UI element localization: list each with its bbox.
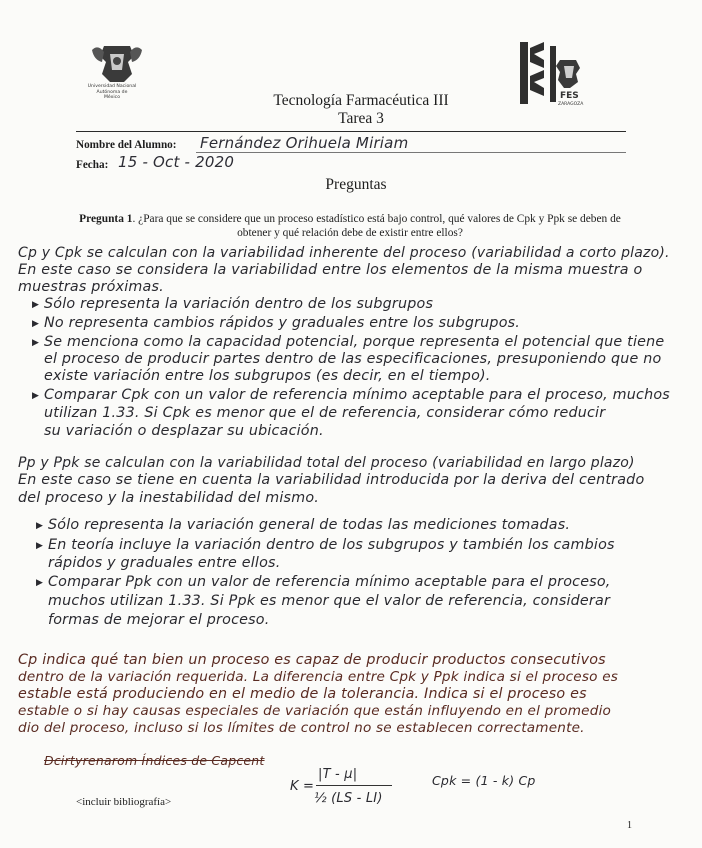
- answer-line: del proceso y la inestabilidad del mismo.: [18, 490, 320, 506]
- conclusion-line: estable o si hay causas especiales de variación que están influyendo en el promedio: [18, 703, 612, 719]
- bullet-line: formas de mejorar el proceso.: [48, 612, 270, 628]
- formula-fraction-bar: [316, 785, 392, 786]
- question-1: [76, 212, 624, 240]
- course-title: Tecnología Farmacéutica III: [273, 92, 449, 109]
- bullet-line: el proceso de producir partes dentro de las especificaciones, presuponiendo que no: [44, 351, 662, 367]
- answer-line: En este caso se tiene en cuenta la variabilidad introducida por la deriva del centrado: [18, 472, 645, 488]
- student-name-label: Nombre del Alumno:: [76, 139, 177, 151]
- struck-out-line: Dcirtyrenarom Índices de Capcent: [44, 753, 265, 768]
- university-line: México: [103, 95, 121, 100]
- answer-line: Pp y Ppk se calculan con la variabilidad total del proceso (variabilidad en largo plazo): [18, 455, 635, 471]
- bullet-marker: ▶: [36, 578, 43, 588]
- bullet-line: utilizan 1.33. Si Cpk es menor que el de referencia, considerar cómo reducir: [44, 405, 606, 421]
- assignment-title: Tarea 3: [338, 110, 384, 127]
- bullet-marker: ▶: [32, 338, 39, 348]
- conclusion-line: Cp indica qué tan bien un proceso es capaz de producir productos consecutivos: [18, 652, 606, 668]
- question-text: . ¿Para que se considere que un proceso estadístico está bajo control, qué valores de Cpk y Ppk se deben de obtener y qué relación debe de existir entre ellos?: [132, 213, 621, 239]
- bullet-marker: ▶: [32, 391, 39, 401]
- formula-numerator: |T - μ|: [318, 767, 358, 782]
- bullet-marker: ▶: [36, 521, 43, 531]
- section-title: Preguntas: [325, 176, 387, 193]
- bullet-line: Sólo representa la variación general de todas las mediciones tomadas.: [48, 517, 571, 533]
- conclusion-line: dentro de la variación requerida. La diferencia entre Cpk y Ppk indica si el proceso es: [18, 669, 619, 685]
- bullet-line: Comparar Ppk con un valor de referencia mínimo aceptable para el proceso,: [48, 574, 611, 590]
- university-line: Autónoma de: [96, 89, 128, 95]
- bullet-marker: ▶: [32, 300, 39, 310]
- bullet-line: existe variación entre los subgrupos (es decir, en el tiempo).: [44, 368, 491, 384]
- bullet-marker: ▶: [32, 319, 39, 329]
- answer-line: Cp y Cpk se calculan con la variabilidad inherente del proceso (variabilidad a corto plazo).: [18, 245, 670, 261]
- header-divider: [76, 131, 626, 132]
- bullet-marker: ▶: [36, 541, 43, 551]
- bullet-line: rápidos y graduales entre ellos.: [48, 555, 281, 571]
- date-value: 15 - Oct - 2020: [118, 153, 235, 171]
- bullet-line: Se menciona como la capacidad potencial, porque representa el potencial que tiene: [44, 334, 665, 350]
- page-number: 1: [627, 820, 632, 831]
- bullet-line: Comparar Cpk con un valor de referencia mínimo aceptable para el proceso, muchos: [44, 387, 670, 403]
- formula-side-note: Cpk = (1 - k) Cp: [432, 773, 536, 788]
- conclusion-line: estable está produciendo en el medio de la tolerancia. Indica si el proceso es: [18, 686, 587, 702]
- bullet-line: su variación o desplazar su ubicación.: [44, 423, 324, 439]
- formula-denominator: ½ (LS - LI): [314, 791, 383, 806]
- fes-sublabel: ZARAGOZA: [558, 102, 584, 107]
- question-number: Pregunta 1: [79, 213, 133, 225]
- bullet-line: muchos utilizan 1.33. Si Ppk es menor que el valor de referencia, considerar: [48, 593, 611, 609]
- bullet-line: Sólo representa la variación dentro de los subgrupos: [44, 296, 434, 312]
- university-line: Universidad Nacional: [87, 84, 137, 89]
- date-label: Fecha:: [76, 159, 109, 171]
- fes-label: FES: [560, 91, 579, 101]
- bibliography-placeholder: <incluir bibliografía>: [76, 796, 172, 808]
- student-name-value: Fernández Orihuela Miriam: [200, 134, 409, 152]
- bullet-line: No representa cambios rápidos y graduales entre los subgrupos.: [44, 315, 521, 331]
- formula-lhs: K =: [290, 779, 315, 794]
- bullet-line: En teoría incluye la variación dentro de los subgrupos y también los cambios: [48, 537, 615, 553]
- answer-line: En este caso se considera la variabilidad entre los elementos de la misma muestra o: [18, 262, 643, 278]
- name-underline: [196, 152, 626, 153]
- conclusion-line: dio del proceso, incluso si los límites de control no se establecen correctamente.: [18, 720, 585, 736]
- answer-line: muestras próximas.: [18, 279, 164, 295]
